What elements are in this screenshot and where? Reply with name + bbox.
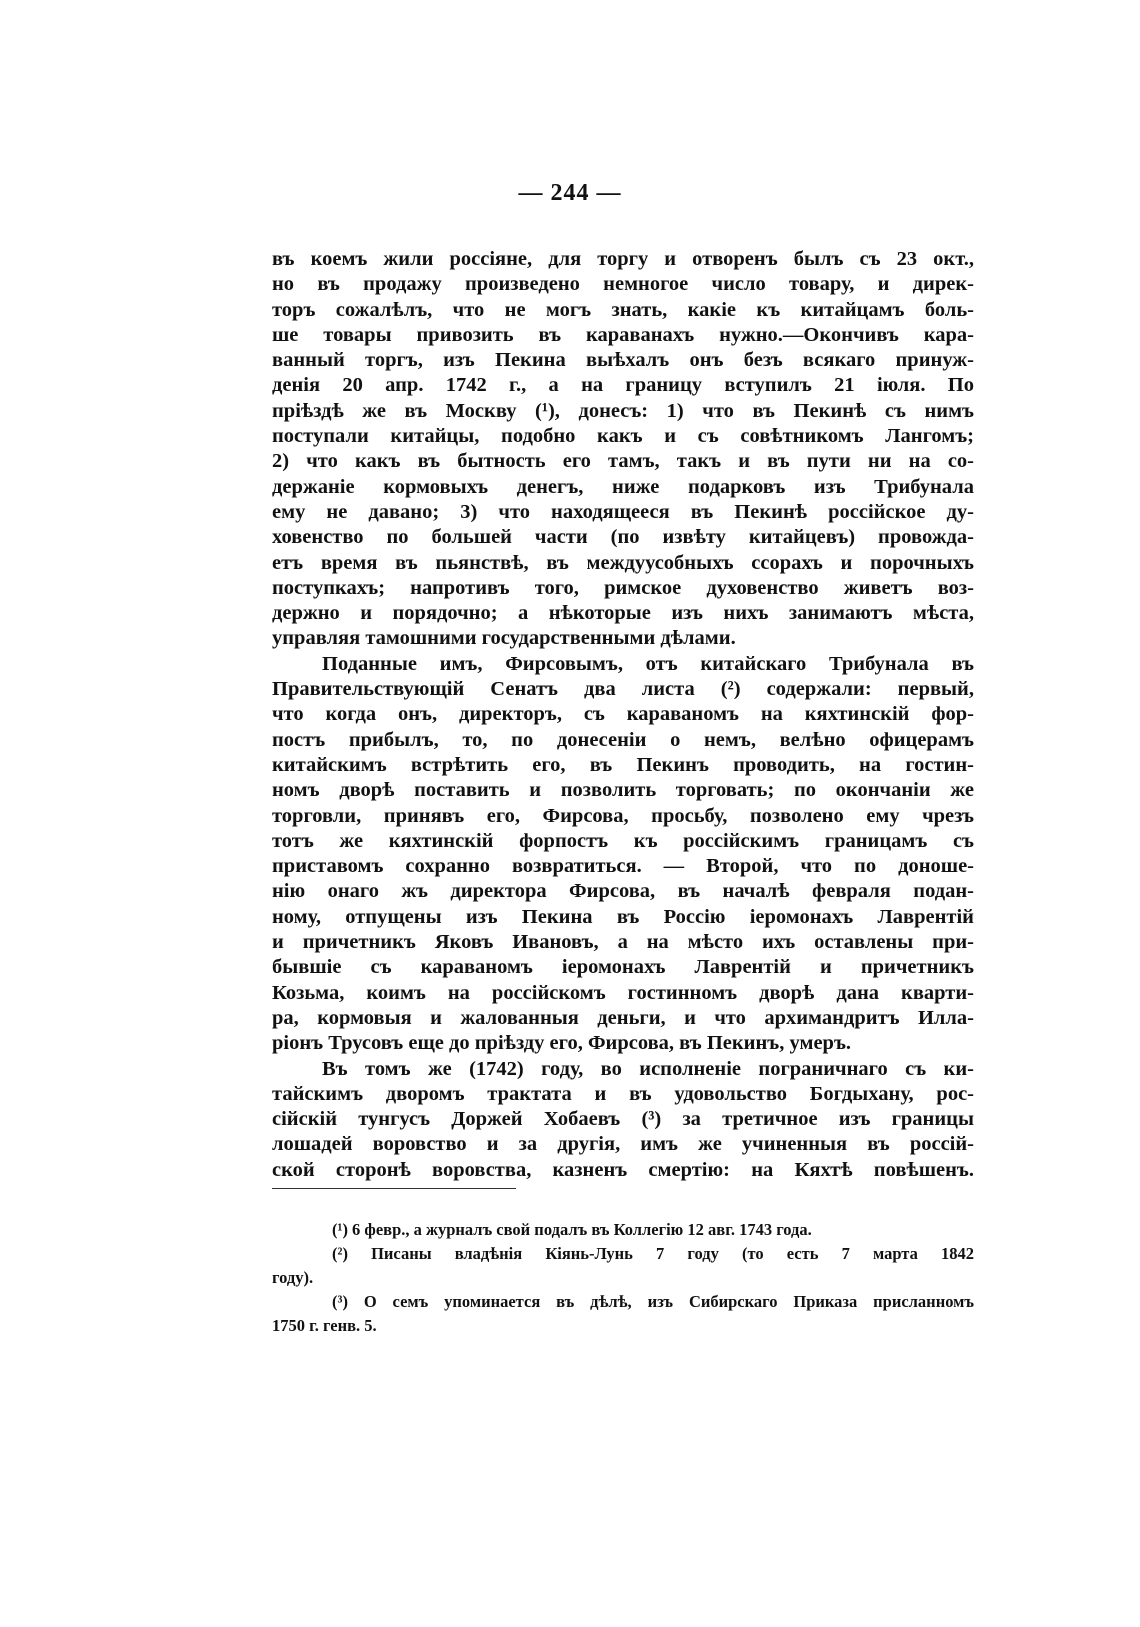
text-line: нію онаго жъ директора Фирсова, въ началѣ февраля подан- [272, 880, 974, 903]
text-line: держаніе кормовыхъ денегъ, ниже подарковъ изъ Трибунала [272, 475, 974, 498]
text-line: поступали китайцы, подобно какъ и съ совѣтникомъ Лангомъ; [272, 425, 974, 448]
text-line: Правительствующій Сенатъ два листа (²) содержали: первый, [272, 678, 974, 701]
text-line: лошадей воровство и за другія, имъ же учиненныя въ россій- [272, 1133, 974, 1156]
text-line: ному, отпущены изъ Пекина въ Россію іеромонахъ Лаврентій [272, 905, 974, 928]
text-line: но въ продажу произведено немногое число товару, и дирек- [272, 273, 974, 296]
text-line: сійскій тунгусъ Доржей Хобаевъ (³) за третичное изъ границы [272, 1108, 974, 1131]
text-line: торговли, принявъ его, Фирсова, просьбу, позволено ему чрезъ [272, 804, 974, 827]
text-line: китайскимъ встрѣтить его, въ Пекинъ проводить, на гостин- [272, 753, 974, 776]
main-text [272, 247, 974, 1183]
text-line: бывшіе съ караваномъ іеромонахъ Лаврентій и причетникъ [272, 956, 974, 979]
footnote-1: (¹) 6 февр., а журналъ свой подалъ въ Коллегію 12 авг. 1743 года. [332, 1220, 812, 1239]
text-line: ской сторонѣ воровства, казненъ смертію: на Кяхтѣ повѣшенъ. [272, 1158, 974, 1181]
text-line: номъ дворѣ поставить и позволить торговать; по окончаніи же [272, 779, 974, 802]
text-line: Козьма, коимъ на россійскомъ гостинномъ дворѣ дана кварти- [272, 981, 974, 1004]
text-line: постъ прибылъ, то, по донесеніи о немъ, велѣно офицерамъ [272, 728, 974, 751]
text-line: ховенство по большей части (по извѣту китайцевъ) провожда- [272, 526, 974, 549]
text-line: етъ время въ пьянствѣ, въ междуусобныхъ ссорахъ и порочныхъ [272, 551, 974, 574]
text-line: и причетникъ Яковъ Ивановъ, а на мѣсто ихъ оставлены при- [272, 931, 974, 954]
paragraph-start-line: Въ томъ же (1742) году, во исполненіе пограничнаго съ ки- [322, 1057, 974, 1080]
text-line: ванный торгъ, изъ Пекина выѣхалъ онъ безъ всякаго принуж- [272, 349, 974, 372]
text-line: 2) что какъ въ бытность его тамъ, такъ и въ пути ни на со- [272, 450, 974, 473]
text-line: ше товары привозить въ караванахъ нужно.—Окончивъ кара- [272, 323, 974, 346]
text-line: управляя тамошними государственными дѣлами. [272, 627, 736, 650]
text-line: держно и порядочно; а нѣкоторые изъ нихъ занимаютъ мѣста, [272, 602, 974, 625]
text-line: ему не давано; 3) что находящееся въ Пекинѣ россійское ду- [272, 500, 974, 523]
text-line: ріонъ Трусовъ еще до пріѣзду его, Фирсова, въ Пекинъ, умеръ. [272, 1032, 852, 1055]
text-line: денія 20 апр. 1742 г., а на границу вступилъ 21 іюля. По [272, 374, 974, 397]
footnote-2-continuation: году). [272, 1268, 314, 1287]
text-line: ра, кормовыя и жалованныя деньги, и что архимандритъ Илла- [272, 1006, 974, 1029]
page-number: — 244 — [518, 180, 622, 206]
text-line: торъ сожалѣлъ, что не могъ знать, какіе къ китайцамъ боль- [272, 298, 974, 321]
text-line: что когда онъ, директоръ, съ караваномъ на кяхтинскій фор- [272, 703, 974, 726]
text-line: тайскимъ дворомъ трактата и въ удовольство Богдыхану, рос- [272, 1082, 974, 1105]
text-line: приставомъ сохранно возвратиться. — Второй, что по доноше- [272, 855, 974, 878]
footnote-separator [272, 1188, 516, 1189]
footnotes [272, 1218, 974, 1338]
text-line: пріѣздѣ же въ Москву (¹), донесъ: 1) что въ Пекинѣ съ нимъ [272, 399, 974, 422]
text-line: тотъ же кяхтинскій форпостъ къ россійскимъ границамъ съ [272, 829, 974, 852]
text-line: въ коемъ жили россіяне, для торгу и отворенъ былъ съ 23 окт., [272, 248, 974, 270]
footnote-3: (³) О семъ упоминается въ дѣлѣ, изъ Сибирскаго Приказа присланномъ [332, 1292, 974, 1311]
footnote-2: (²) Писаны владѣнія Кіянь-Лунь 7 году (то есть 7 марта 1842 [332, 1244, 974, 1263]
paragraph-start-line: Поданные имъ, Фирсовымъ, отъ китайскаго Трибунала въ [322, 652, 974, 675]
footnote-3-continuation: 1750 г. генв. 5. [272, 1316, 377, 1335]
text-line: поступкахъ; напротивъ того, римское духовенство живетъ воз- [272, 576, 974, 599]
